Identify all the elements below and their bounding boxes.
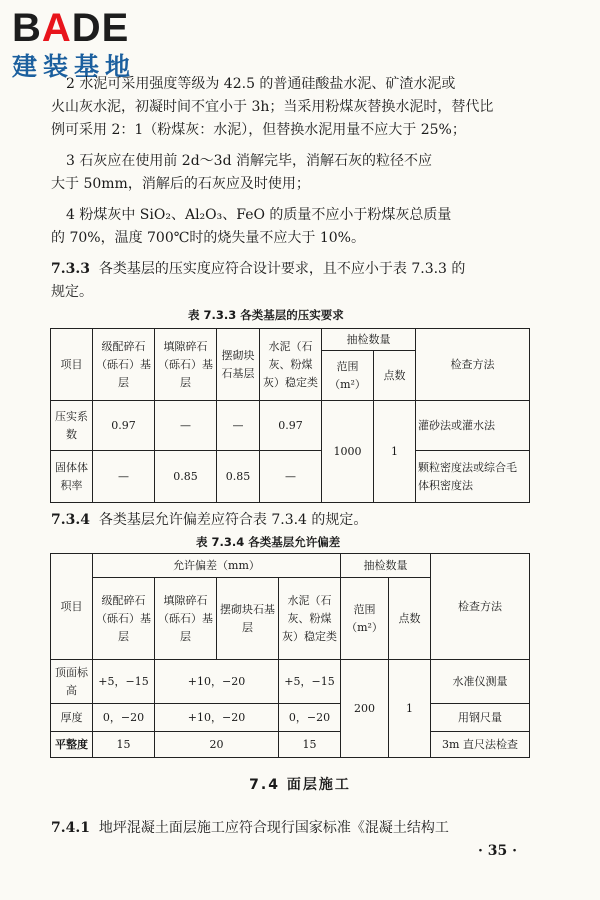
t1-head-points: 点数 (374, 351, 416, 401)
t2-r2-c4: 0，−20 (279, 704, 341, 732)
t2-head-range: 范围（m²） (341, 578, 389, 660)
t2-head-block: 摆砌块石基层 (217, 578, 279, 660)
logo-english (12, 6, 182, 50)
t1-head-graded: 级配碎石（砾石）基层 (93, 329, 155, 401)
clause-number: 7.4.1 (51, 820, 90, 836)
t1-range: 1000 (322, 401, 374, 503)
t2-r3-c1: 15 (93, 732, 155, 758)
t1-r1-c3: — (217, 401, 260, 451)
t2-r2-c1: 0，−20 (93, 704, 155, 732)
t1-head-filled: 填隙碎石（砾石）基层 (155, 329, 217, 401)
t2-r2-method: 用钢尺量 (431, 704, 530, 732)
para-flyash-1: 4 粉煤灰中 SiO₂、Al₂O₃、FeO 的质量不应小于粉煤灰总质量 (66, 207, 452, 223)
t2-range: 200 (341, 660, 389, 758)
t2-r3-method: 3m 直尺法检查 (431, 732, 530, 758)
clause-text: 各类基层允许偏差应符合表 7.3.4 的规定。 (98, 512, 368, 528)
t2-head-allow: 允许偏差（mm） (93, 554, 341, 578)
t1-r1-method: 灌砂法或灌水法 (416, 401, 530, 451)
t1-r2-c4: — (260, 451, 322, 503)
t2-row-thickness (51, 704, 530, 732)
logo (12, 6, 182, 82)
t1-head-stabilized: 水泥（石灰、粉煤灰）稳定类 (260, 329, 322, 401)
clause-7-3-4 (51, 510, 367, 530)
t1-r1-c1: 0.97 (93, 401, 155, 451)
clause-7-3-3-cont: 规定。 (51, 284, 93, 300)
logo-letter-a: A (41, 6, 72, 50)
t1-r1-label: 压实系数 (51, 401, 93, 451)
t2-points: 1 (389, 660, 431, 758)
logo-letter-b: B (12, 6, 42, 50)
t1-head-item: 项目 (51, 329, 93, 401)
clause-7-3-3 (51, 259, 465, 279)
table1-caption: 表 7.3.3 各类基层的压实要求 (188, 308, 344, 322)
t2-r3-label: 平整度 (51, 732, 93, 758)
t2-r2-label: 厚度 (51, 704, 93, 732)
t1-r1-c4: 0.97 (260, 401, 322, 451)
table2-caption: 表 7.3.4 各类基层允许偏差 (196, 535, 341, 549)
t2-r1-c1: +5，−15 (93, 660, 155, 704)
clause-text: 各类基层的压实度应符合设计要求，且不应小于表 7.3.3 的 (98, 261, 466, 277)
t2-r1-method: 水准仪测量 (431, 660, 530, 704)
para-lime-1: 3 石灰应在使用前 2d～3d 消解完毕，消解石灰的粒径不应 (66, 153, 432, 169)
t1-row-volume (51, 451, 530, 503)
logo-letters-de: DE (71, 6, 130, 50)
t2-head-graded: 级配碎石（砾石）基层 (93, 578, 155, 660)
table-7-3-4 (50, 553, 530, 758)
t1-points: 1 (374, 401, 416, 503)
t2-head-item: 项目 (51, 554, 93, 660)
clause-number: 7.3.4 (51, 512, 90, 528)
t1-row-compaction (51, 401, 530, 451)
page-number: · 35 · (478, 843, 517, 859)
t1-r2-c3: 0.85 (217, 451, 260, 503)
t1-head-range: 范围（m²） (322, 351, 374, 401)
t2-r1-c23: +10，−20 (155, 660, 279, 704)
clause-text: 地坪混凝土面层施工应符合现行国家标准《混凝土结构工 (98, 820, 449, 836)
t2-r2-c23: +10，−20 (155, 704, 279, 732)
section-title: 7.4 面层施工 (249, 777, 351, 793)
t2-r3-c23: 20 (155, 732, 279, 758)
t2-head-filled: 填隙碎石（砾石）基层 (155, 578, 217, 660)
t2-row-elevation (51, 660, 530, 704)
t2-head-method: 检查方法 (431, 554, 530, 660)
t1-head-method: 检查方法 (416, 329, 530, 401)
t2-head-points: 点数 (389, 578, 431, 660)
t1-r2-c2: 0.85 (155, 451, 217, 503)
t1-r2-c1: — (93, 451, 155, 503)
para-cement-1: 2 水泥可采用强度等级为 42.5 的普通硅酸盐水泥、矿渣水泥或 (66, 76, 456, 92)
t2-r1-label: 顶面标高 (51, 660, 93, 704)
para-lime-2: 大于 50mm，消解后的石灰应及时使用； (51, 176, 310, 192)
t2-r3-c4: 15 (279, 732, 341, 758)
para-cement-3: 例可采用 2：1（粉煤灰：水泥），但替换水泥用量不应大于 25%； (51, 122, 466, 138)
clause-number: 7.3.3 (51, 261, 90, 277)
t2-r1-c4: +5，−15 (279, 660, 341, 704)
t1-r2-method: 颗粒密度法或综合毛体积密度法 (416, 451, 530, 503)
t2-row-flatness (51, 732, 530, 758)
t1-r2-label: 固体体积率 (51, 451, 93, 503)
t2-head-sample: 抽检数量 (341, 554, 431, 578)
t1-head-block: 摆砌块石基层 (217, 329, 260, 401)
clause-7-4-1 (51, 818, 449, 838)
table-7-3-3 (50, 328, 530, 503)
t2-head-stabilized: 水泥（石灰、粉煤灰）稳定类 (279, 578, 341, 660)
para-flyash-2: 的 70%，温度 700℃时的烧失量不应大于 10%。 (51, 230, 365, 246)
t1-r1-c2: — (155, 401, 217, 451)
logo-chinese: 建装基地 (12, 52, 137, 81)
t1-head-sample: 抽检数量 (322, 329, 416, 351)
para-cement-2: 火山灰水泥，初凝时间不宜小于 3h；当采用粉煤灰替换水泥时，替代比 (51, 99, 494, 115)
